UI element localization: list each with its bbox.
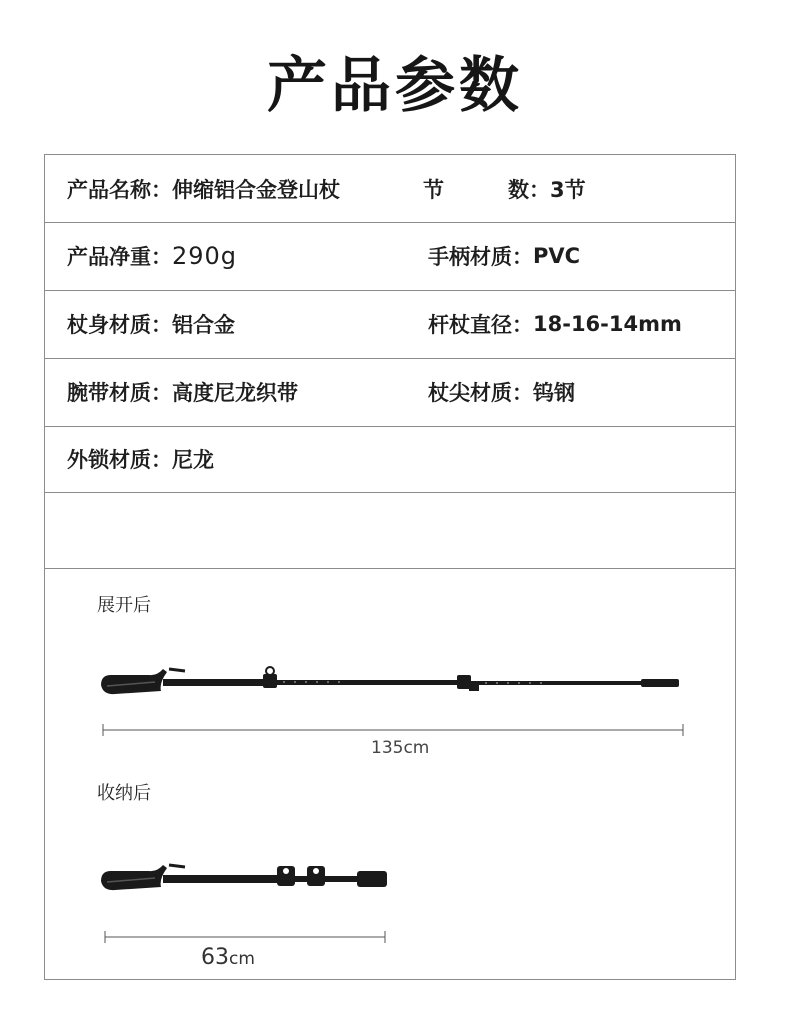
pole-diagrams [45,155,735,979]
product-name-label: 产品名称： [67,177,172,202]
tip-material-value: 钨钢 [533,381,575,405]
spec-table [44,154,736,980]
expanded-length: 135cm [371,738,430,758]
collapsed-length-unit: cm [229,949,255,969]
strap-material-label: 腕带材质： [67,381,172,405]
body-material-label: 杖身材质： [67,313,172,337]
net-weight-label: 产品净重： [67,245,172,269]
section-count-value: 3节 [550,177,586,202]
tip-material-label: 杖尖材质： [428,381,533,405]
body-material-value: 铝合金 [172,313,235,337]
collapsed-length-number: 63 [201,945,229,970]
pole-diameter-label: 杆杖直径： [428,313,533,337]
strap-material-value: 高度尼龙织带 [172,381,298,405]
handle-material-value: PVC [533,244,581,268]
section-count-label-b: 数： [508,177,550,202]
collapsed-pole-illustration [101,865,387,890]
lock-material-value: 尼龙 [172,448,214,472]
net-weight-value: 290g [172,242,238,270]
lock-material-label: 外锁材质： [67,448,172,472]
expanded-dimension-line [103,724,683,736]
collapsed-label: 收纳后 [97,783,151,804]
pole-diameter-value: 18-16-14mm [533,312,682,336]
page-title: 产品参数 [267,51,523,121]
expanded-pole-illustration [101,667,679,694]
section-count-label-a: 节 [423,177,444,202]
collapsed-length [201,945,255,970]
collapsed-dimension-line [105,931,385,943]
product-name-value: 伸缩铝合金登山杖 [172,177,340,202]
expanded-label: 展开后 [97,595,151,616]
handle-material-label: 手柄材质： [428,245,533,269]
